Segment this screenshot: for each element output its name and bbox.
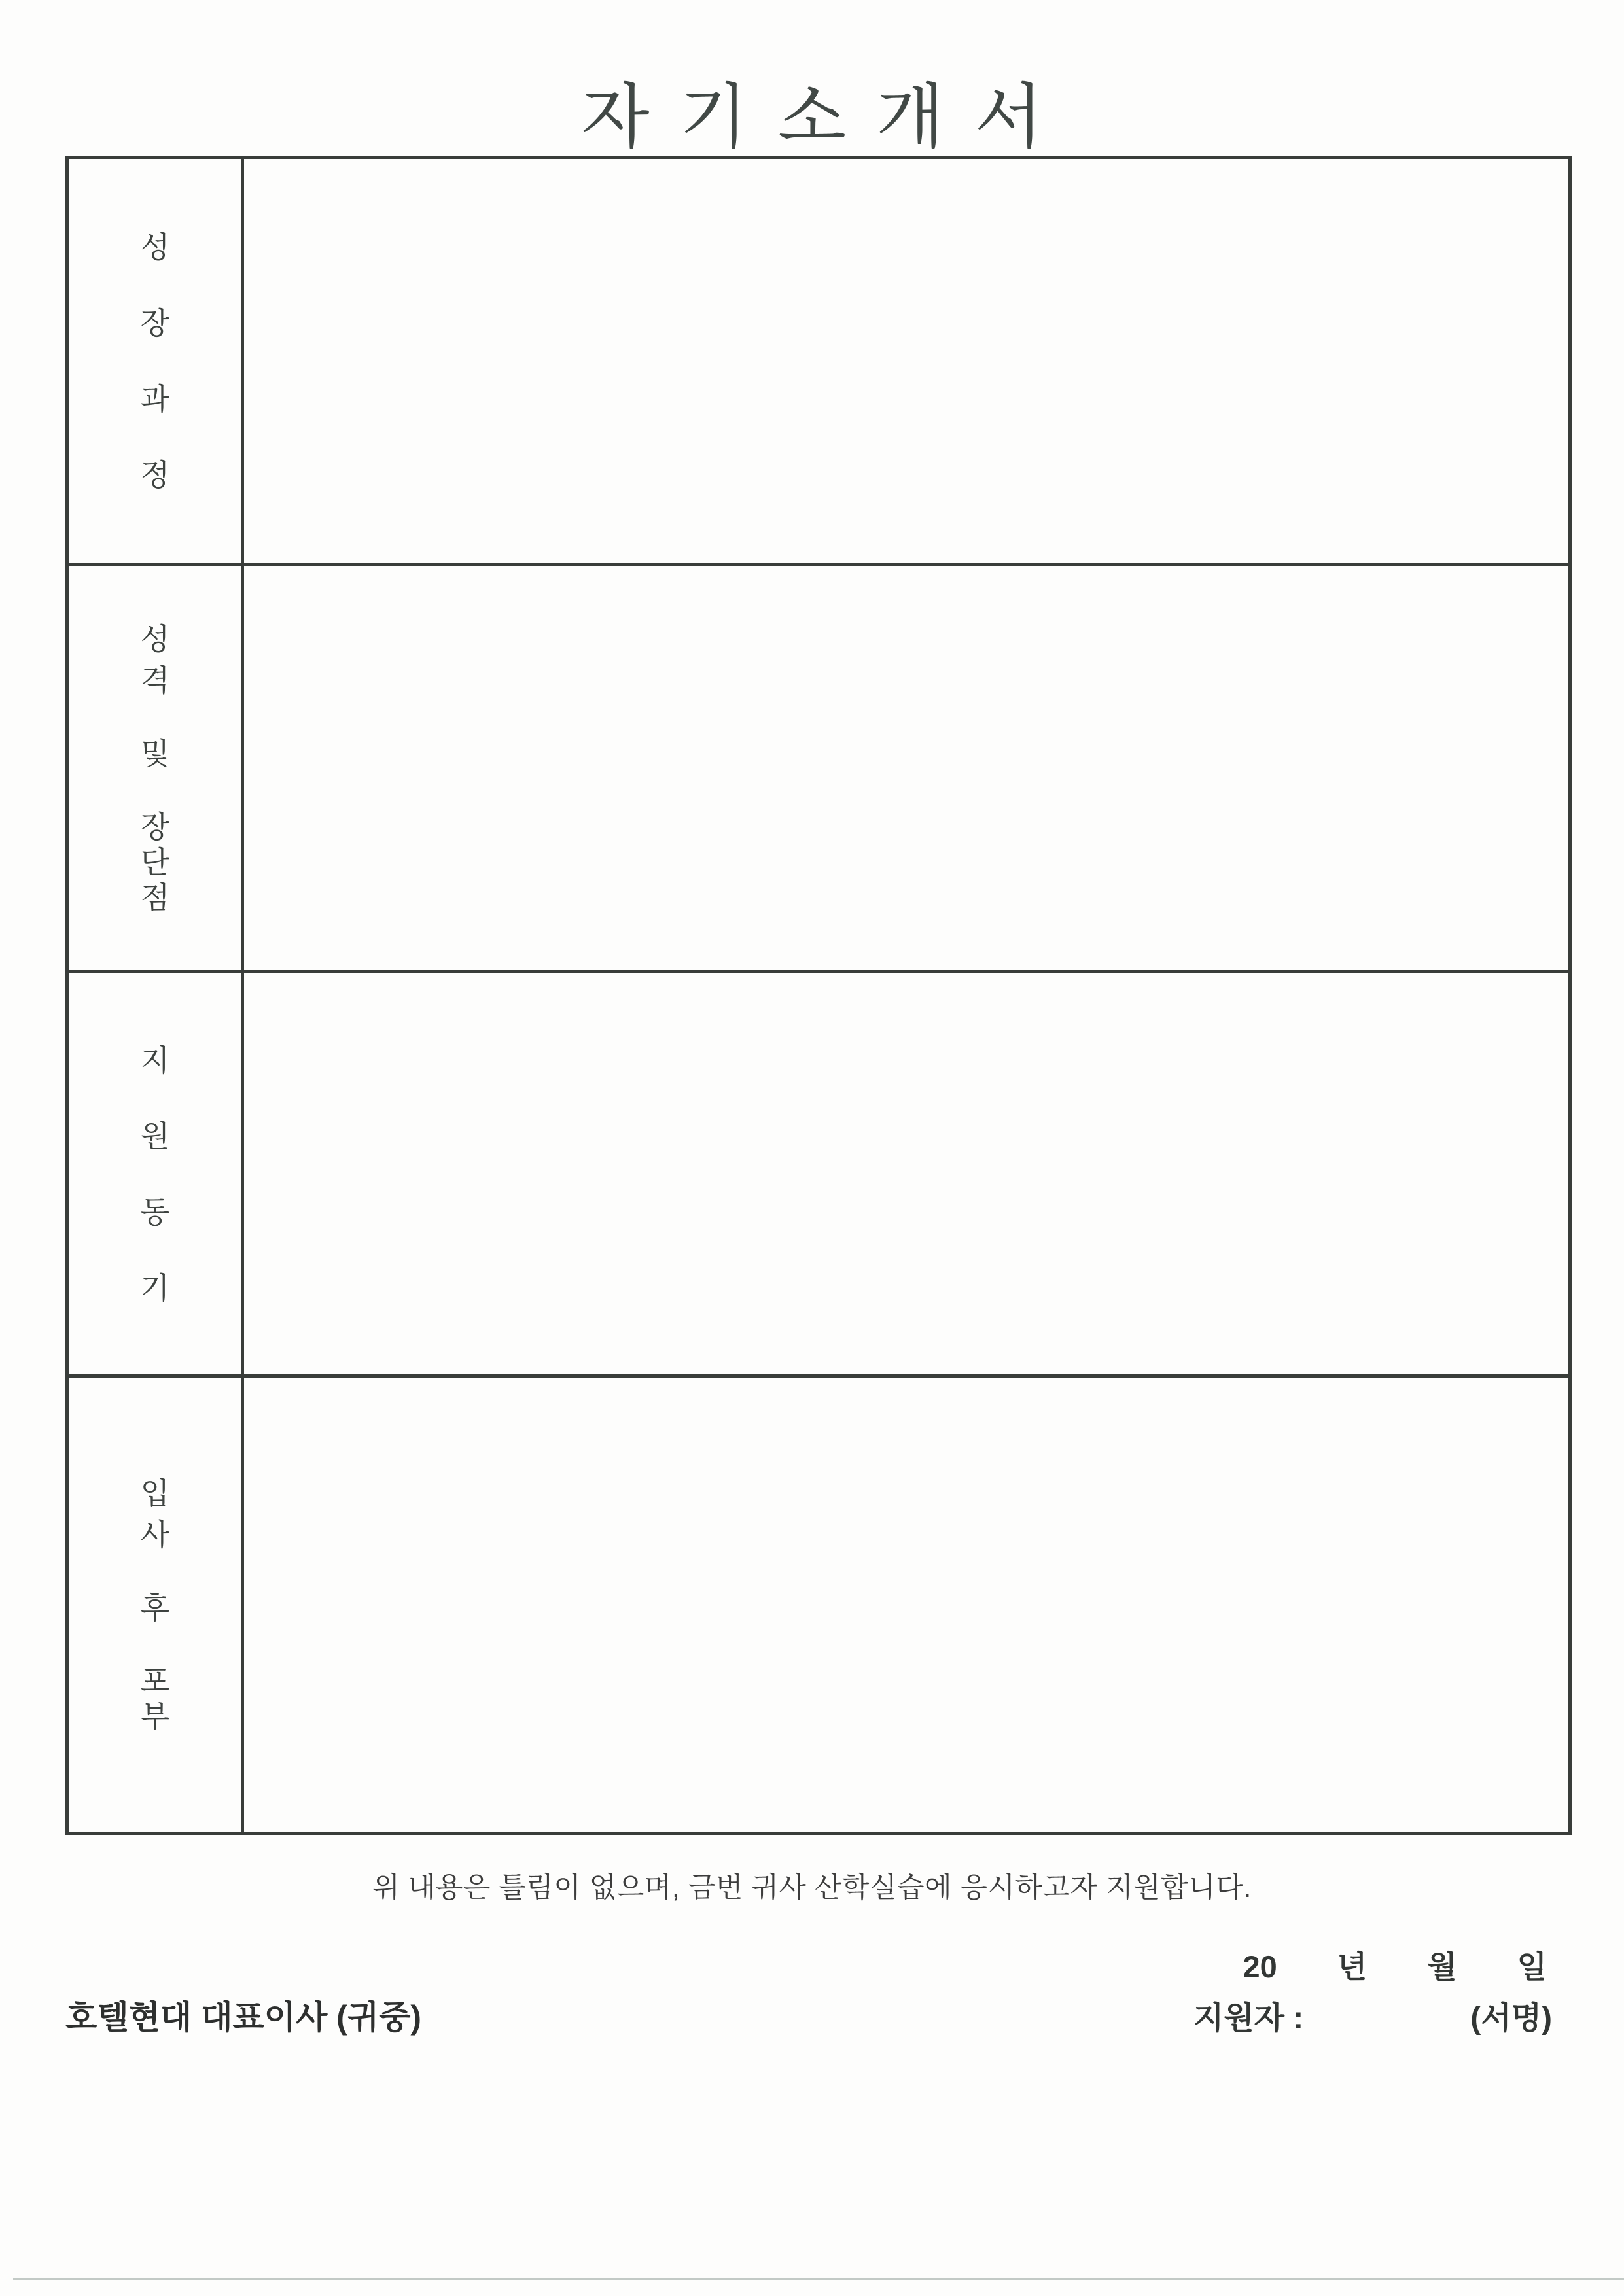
- applicant-label: 지원자 :: [1193, 2001, 1304, 2036]
- label-char: 입: [140, 1476, 170, 1510]
- label-char: 정: [140, 457, 170, 492]
- label-char: 성: [140, 621, 170, 656]
- table-row-aspiration: [69, 1374, 1568, 1832]
- row-content-personality: [244, 566, 1568, 970]
- date-year-prefix: 20: [1243, 1949, 1277, 1984]
- declaration-text: 위 내용은 틀림이 없으며, 금번 귀사 산학실습에 응시하고자 지원합니다.: [372, 1872, 1252, 1904]
- page-title: 자기소개서: [581, 77, 1073, 156]
- label-char: 동: [140, 1194, 170, 1229]
- row-label-aspiration: [69, 1378, 244, 1832]
- row-content-aspiration: [244, 1378, 1568, 1832]
- label-char: 과: [140, 381, 170, 416]
- recipient-text: 호텔현대 대표이사 (귀중): [65, 1999, 422, 2036]
- label-char: 기: [140, 1270, 170, 1305]
- self-intro-table: [65, 156, 1572, 1835]
- table-row-growth-process: [69, 159, 1568, 563]
- label-char: 단: [140, 844, 170, 879]
- row-label-personality: [69, 566, 244, 970]
- applicant-line: [1193, 1992, 1552, 2038]
- label-char: 원: [140, 1119, 170, 1153]
- label-char: 성: [140, 230, 170, 264]
- date-year-unit: 년: [1337, 1949, 1368, 1984]
- row-content-growth-process: [244, 159, 1568, 563]
- date-line: [1243, 1943, 1547, 1987]
- row-label-motivation: [69, 973, 244, 1374]
- row-label-growth-process: [69, 159, 244, 563]
- row-content-motivation: [244, 973, 1568, 1374]
- label-char: 사: [140, 1517, 170, 1552]
- signature-label: (서명): [1470, 2001, 1552, 2036]
- label-char: 장: [140, 809, 170, 844]
- label-char: 격: [140, 663, 170, 697]
- label-char: 및: [140, 736, 170, 771]
- table-row-personality: [69, 563, 1568, 970]
- date-month-unit: 월: [1427, 1949, 1457, 1984]
- label-char: 부: [140, 1699, 170, 1733]
- label-char: 장: [140, 305, 170, 340]
- label-char: 후: [140, 1590, 170, 1625]
- label-char: 지: [140, 1043, 170, 1077]
- scan-artifact-line: [13, 2278, 1624, 2280]
- label-char: 점: [140, 880, 170, 914]
- date-day-unit: 일: [1517, 1949, 1547, 1984]
- table-row-motivation: [69, 970, 1568, 1374]
- label-char: 포: [140, 1663, 170, 1698]
